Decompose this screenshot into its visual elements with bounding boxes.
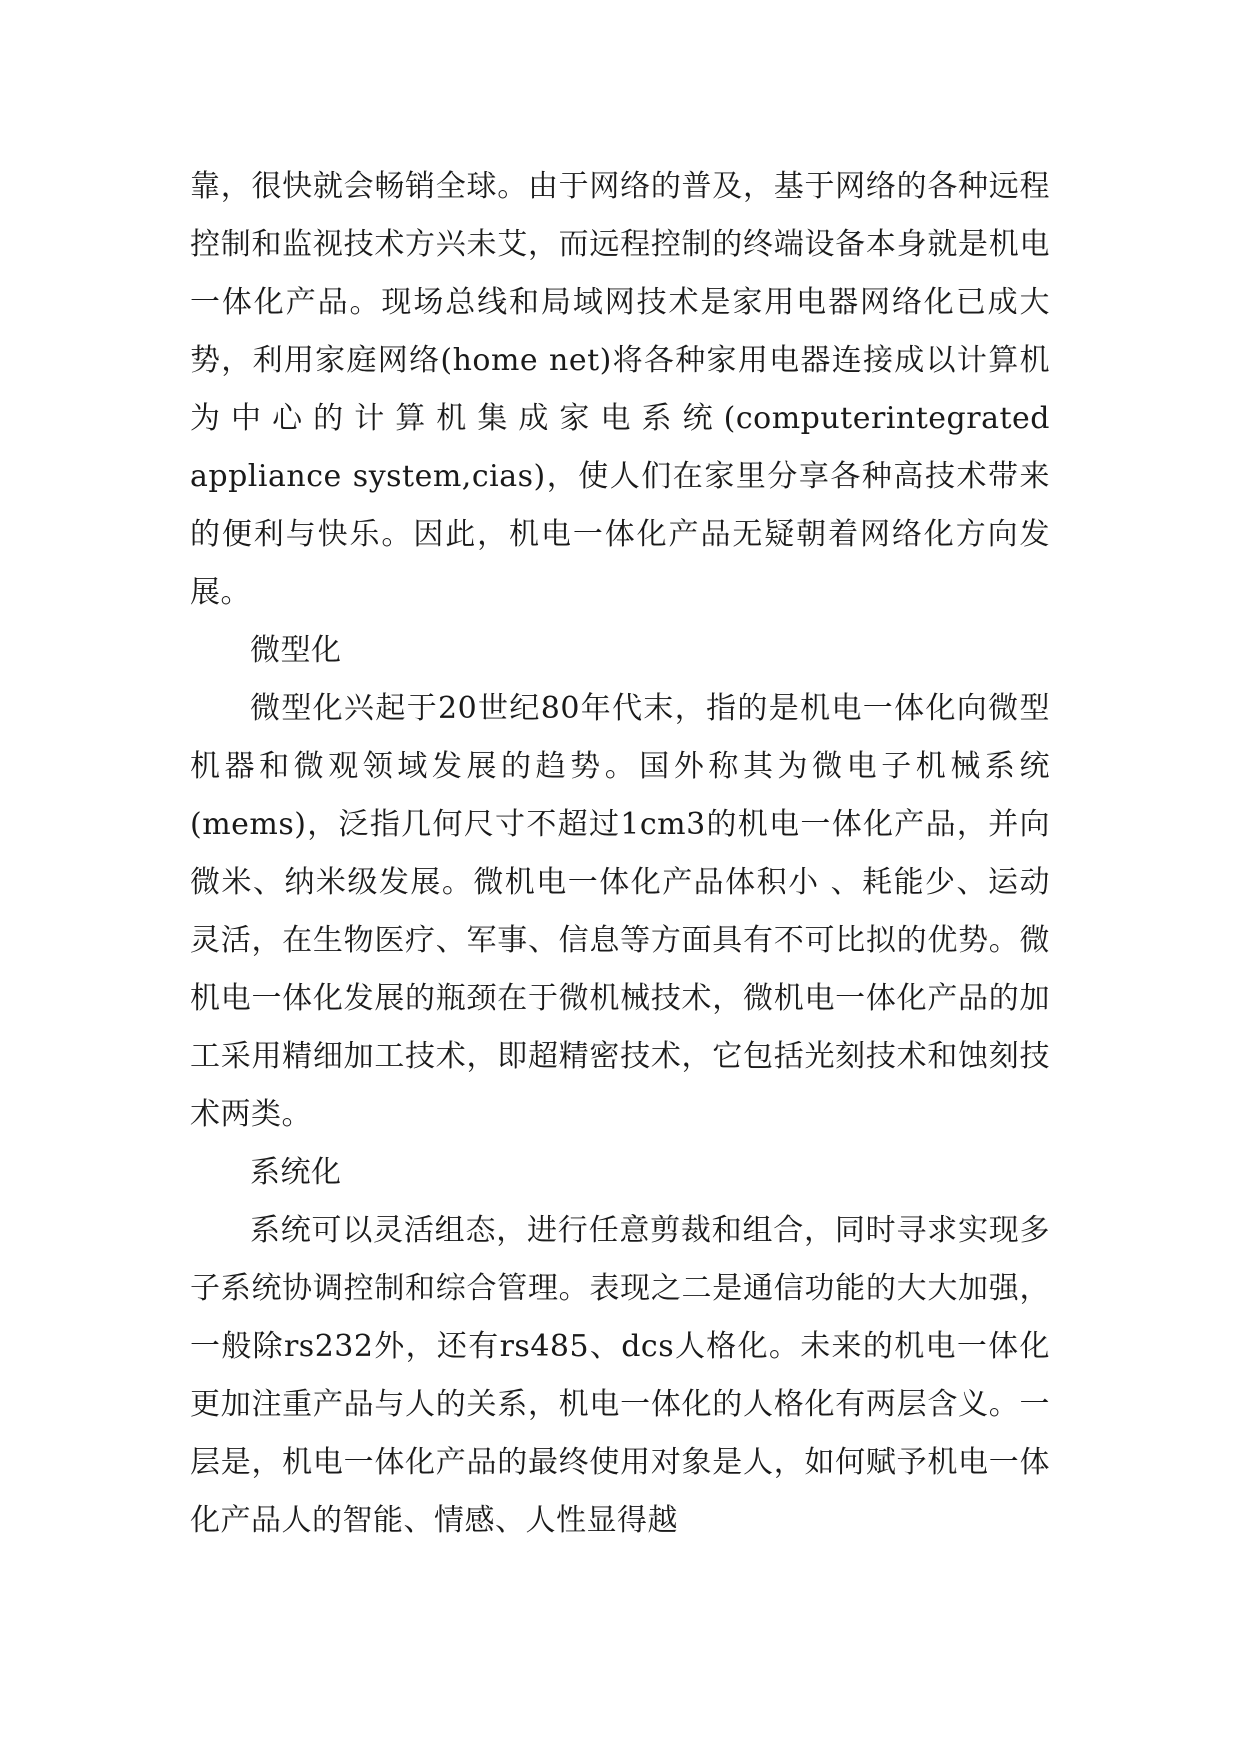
- paragraph-miniaturization: 微型化兴起于20世纪80年代末，指的是机电一体化向微型机器和微观领域发展的趋势。国外称其为微电子机械系统(mems)，泛指几何尺寸不超过1cm3的机电一体化产品，并向微米、纳米级发展。微机电一体化产品体积小 、耗能少、运动灵活，在生物医疗、军事、信息等方面具有不可比拟的优势。微机电一体化发展的瓶颈在于微机械技术，微机电一体化产品的加工采用精细加工技术，即超精密技术，它包括光刻技术和蚀刻技术两类。: [190, 691, 1050, 1132]
- paragraph-networking: 靠，很快就会畅销全球。由于网络的普及，基于网络的各种远程控制和监视技术方兴未艾，而远程控制的终端设备本身就是机电一体化产品。现场总线和局域网技术是家用电器网络化已成大势，利用家庭网络(home net)将各种家用电器连接成以计算机为中心的计算机集成家电系统(computerintegrated appliance system,cias)，使人们在家里分享各种高技术带来的便利与快乐。因此，机电一体化产品无疑朝着网络化方向发展。: [190, 169, 1050, 610]
- heading-miniaturization: 微型化: [250, 633, 342, 668]
- document-body: [190, 158, 1050, 1550]
- heading-systematization: 系统化: [250, 1155, 342, 1190]
- paragraph-systematization: 系统可以灵活组态，进行任意剪裁和组合，同时寻求实现多子系统协调控制和综合管理。表现之二是通信功能的大大加强，一般除rs232外，还有rs485、dcs人格化。未来的机电一体化更加注重产品与人的关系，机电一体化的人格化有两层含义。一层是，机电一体化产品的最终使用对象是人，如何赋予机电一体化产品人的智能、情感、人性显得越: [190, 1213, 1050, 1538]
